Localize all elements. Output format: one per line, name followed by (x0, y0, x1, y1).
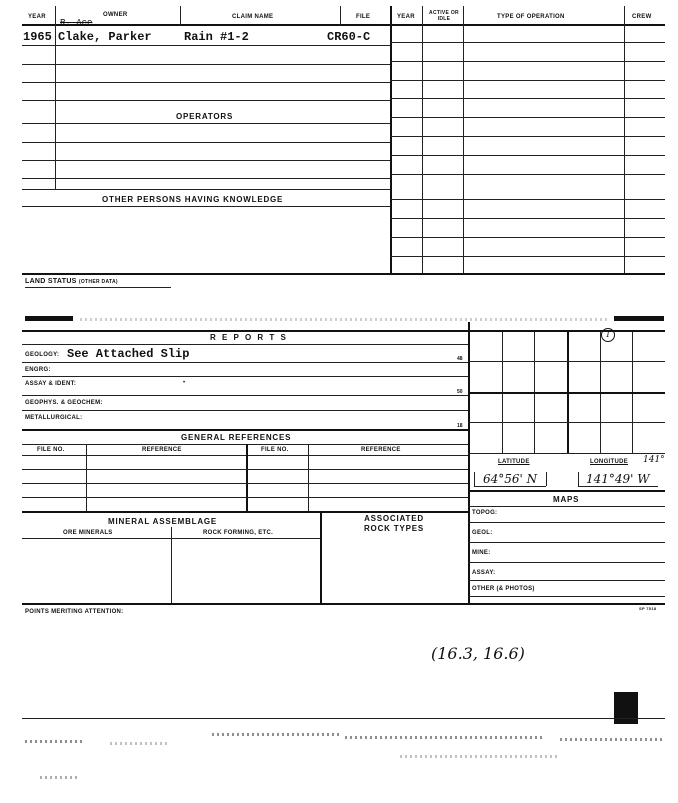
maps-topog-label: TOPOG: (472, 510, 498, 516)
record-file: CR60-C (327, 30, 371, 44)
rule-line (22, 142, 390, 143)
header-year: YEAR (28, 14, 46, 20)
rule-line (22, 64, 390, 65)
rule-line (468, 522, 665, 523)
header-file: FILE (356, 14, 371, 20)
geology-label: GEOLOGY: (25, 352, 60, 358)
rule-line (22, 206, 390, 207)
latitude-label: LATITUDE (498, 459, 530, 465)
reports-top-line (22, 330, 468, 332)
grid-hline (468, 453, 665, 454)
rule-line (468, 542, 665, 543)
scan-noise (25, 740, 85, 743)
ore-minerals-label: ORE MINERALS (63, 530, 113, 536)
rock-forming-label: ROCK FORMING, ETC. (203, 530, 274, 536)
rule-line (390, 98, 665, 99)
rule-line (22, 189, 390, 190)
ref-col-file-no-1: FILE NO. (37, 447, 65, 453)
geophys-label: GEOPHYS. & GEOCHEM: (25, 400, 103, 406)
engrg-label: ENGRG: (25, 367, 51, 373)
scan-noise (560, 738, 665, 741)
rule-line (390, 199, 665, 200)
longitude-label: LONGITUDE (590, 459, 629, 465)
header-year2: YEAR (397, 14, 415, 20)
scan-noise (345, 736, 545, 739)
rule-line (468, 506, 665, 507)
grid-hline (468, 392, 665, 394)
rule-line (22, 483, 468, 484)
header-type-of-operation: TYPE OF OPERATION (497, 14, 565, 20)
rule-line (22, 469, 468, 470)
scan-mark (25, 316, 73, 321)
rule-line (390, 155, 665, 156)
maps-other-label: OTHER (& PHOTOS) (472, 586, 535, 592)
rule-line (22, 160, 390, 161)
divider-claim (340, 6, 341, 26)
land-status-text: LAND STATUS (25, 278, 77, 285)
rule-line (22, 511, 468, 513)
land-status-underline (25, 287, 171, 288)
other-persons-heading: OTHER PERSONS HAVING KNOWLEDGE (102, 195, 284, 204)
rule-line (390, 80, 665, 81)
grid-hline (468, 361, 665, 362)
divider-year (55, 6, 56, 189)
rule-line (22, 395, 468, 396)
grid-hline (468, 330, 665, 332)
rule-line (468, 596, 665, 597)
rule-line (390, 136, 665, 137)
metallurgical-num: 18 (457, 423, 463, 429)
rule-line (468, 562, 665, 563)
grid-hline (468, 422, 665, 423)
record-year: 1965 (23, 30, 52, 44)
rule-line (22, 455, 468, 456)
general-references-heading: GENERAL REFERENCES (181, 433, 292, 442)
ref-col-reference-2: REFERENCE (361, 447, 401, 453)
lower-bottom-line (22, 603, 665, 605)
record-claim-name: Rain #1-2 (184, 30, 249, 44)
operators-heading: OPERATORS (176, 112, 234, 121)
scan-noise (212, 733, 342, 736)
ref-col-reference-1: REFERENCE (142, 447, 182, 453)
land-status-sub: (OTHER DATA) (78, 279, 118, 285)
rule-line (390, 42, 665, 43)
assay-mark: • (183, 380, 186, 386)
lat-underline (474, 486, 546, 487)
divider-active (463, 6, 464, 274)
geology-num: 48 (457, 356, 463, 362)
divider-year2 (422, 6, 423, 274)
rule-line (22, 344, 468, 345)
scan-black-block (614, 692, 638, 724)
grid-circle-mark: 1 (601, 328, 615, 342)
geology-value: See Attached Slip (67, 347, 190, 361)
rule-line (22, 100, 390, 101)
mineral-assemblage-heading: MINERAL ASSEMBLAGE (108, 517, 218, 526)
maps-heading: MAPS (553, 495, 580, 504)
rule-line (22, 82, 390, 83)
rule-line (468, 490, 665, 492)
scan-noise (110, 742, 170, 745)
rule-line (22, 45, 390, 46)
form-number: SP 7518 (639, 606, 657, 611)
ref-divider (308, 444, 309, 511)
latitude-value: 64°56' N (483, 472, 538, 486)
rule-line (468, 580, 665, 581)
assay-num: 50 (457, 389, 463, 395)
divider-type (624, 6, 625, 274)
points-meriting-label: POINTS MERITING ATTENTION: (25, 609, 124, 615)
mineral-divider (171, 527, 172, 603)
metallurgical-label: METALLURGICAL: (25, 415, 83, 421)
lon-underline (578, 486, 658, 487)
divider-main (390, 6, 392, 274)
rule-line (22, 376, 468, 377)
mineral-divider-main (320, 511, 322, 603)
header-active-or-idle: ACTIVE OR IDLE (429, 10, 459, 22)
rule-line (22, 497, 468, 498)
rule-line (390, 218, 665, 219)
rule-line (22, 178, 390, 179)
rule-line (22, 410, 468, 411)
reports-heading: R E P O R T S (210, 333, 288, 342)
rule-line (22, 123, 390, 124)
owner-strikeout: R. Ace (60, 18, 93, 28)
scan-noise (80, 318, 610, 321)
header-claim-name: CLAIM NAME (232, 14, 274, 20)
handwritten-coordinates: (16.3, 16.6) (431, 644, 525, 663)
record-owner: Clake, Parker (58, 30, 152, 44)
ref-divider (246, 444, 248, 511)
maps-geol-label: GEOL: (472, 530, 493, 536)
lat-bracket (546, 472, 547, 486)
header-crew: CREW (632, 14, 652, 20)
lon-bracket (578, 472, 579, 486)
ref-col-file-no-2: FILE NO. (261, 447, 289, 453)
longitude-value: 141°49' W (586, 472, 650, 486)
longitude-extra: 141° (643, 455, 665, 465)
rule-line (390, 256, 665, 257)
maps-assay-label: ASSAY: (472, 570, 496, 576)
rule-line (390, 61, 665, 62)
rule-line (22, 429, 468, 431)
maps-mine-label: MINE: (472, 550, 491, 556)
rule-line (390, 237, 665, 238)
scan-noise (400, 755, 560, 758)
header-underline (22, 24, 665, 26)
land-status-line (22, 273, 665, 275)
associated-rock-types-heading: ASSOCIATED ROCK TYPES (363, 514, 424, 533)
scan-edge-line (22, 718, 665, 719)
rule-line (390, 174, 665, 175)
assay-label: ASSAY & IDENT: (25, 381, 77, 387)
rule-line (22, 444, 468, 445)
land-status-label (25, 278, 118, 285)
scan-mark (614, 316, 664, 321)
lat-bracket (474, 472, 475, 486)
divider-owner (180, 6, 181, 26)
ref-divider (86, 444, 87, 511)
scan-noise (40, 776, 80, 779)
rule-line (390, 117, 665, 118)
header-owner: OWNER (103, 12, 128, 18)
rule-line (22, 362, 468, 363)
